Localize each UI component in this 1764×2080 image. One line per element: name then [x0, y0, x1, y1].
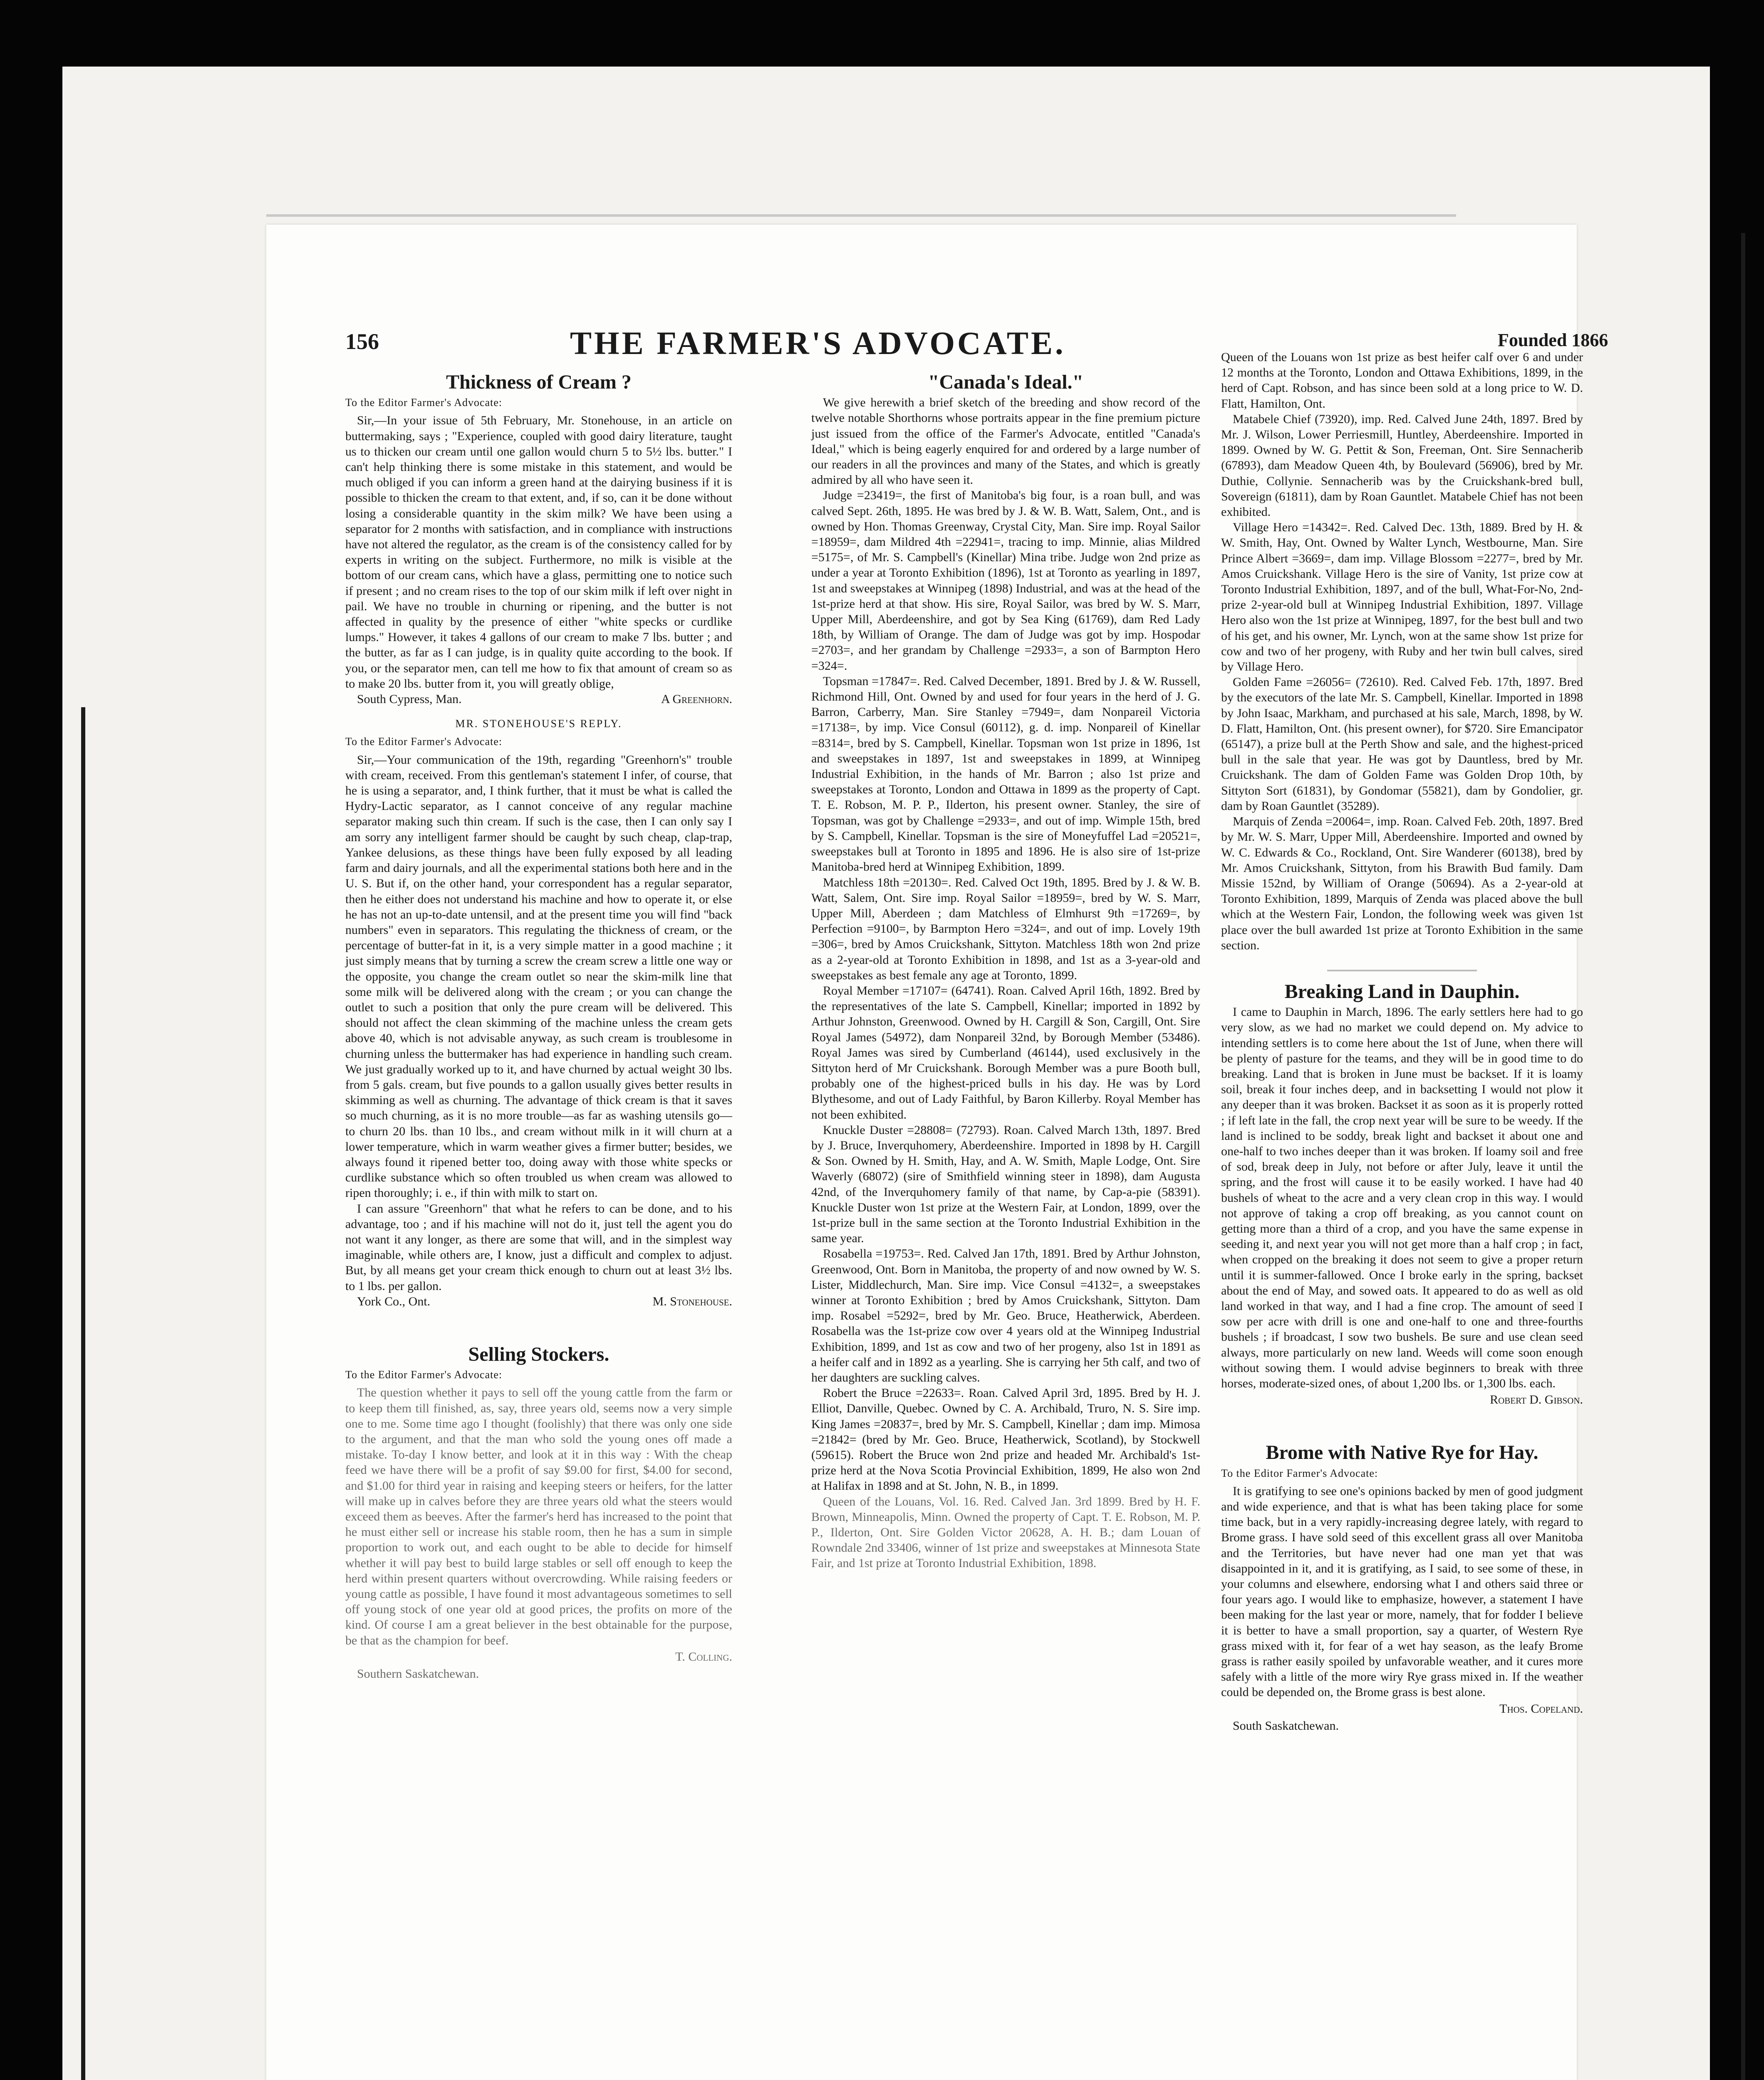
signature: Thos. Copeland.	[1499, 1701, 1583, 1716]
place: York Co., Ont.	[357, 1294, 431, 1308]
page-top-rule	[266, 214, 1456, 217]
entry-golden-fame: Golden Fame =26056= (72610). Red. Calved Feb. 17th, 1897. Bred by the executors of the late Mr. S. Campbell, Kinellar. Imported in 1898 by John Isaac, Markham, and purchased at his sale, March, 1898, by W. D. Flatt, Hamilton, Ont. (his present owner), for $720. Sire Emancipator (65147), a prize bull at the Perth Show and sale, and the highest-priced bull in the sale that year. He was got by Dauntless, bred by Mr. Cruickshank. The dam of Golden Fame was Golden Drop 10th, by Sittyton Sort (61831), by Gondomar (55821), dam by Gondolier, gr. dam by Roan Gauntlet (35289).	[1221, 675, 1583, 813]
article-title-cream: Thickness of Cream ?	[446, 371, 632, 393]
entry-royal-member: Royal Member =17107= (64741). Roan. Calved April 16th, 1892. Bred by the representatives of the late S. Campbell, Kinellar; imported in 1892 by Arthur Johnston, Greenwood. Owned by H. Cargill & Son, Cargill, Ont. Sire Royal James (54972), dam Nonpareil 32nd, by Borough Member (53486). Royal James was sired by Cumberland (46144), used exclusively in the Sittyton herd of Mr Cruickshank. Borough Member was a pure Booth bull, probably one of the highest-priced bulls in his day. He was by Lord Blythesome, and out of Lady Faithful, by Baron Killerby. Royal Member has not been exhibited.	[811, 983, 1200, 1122]
to-editor-line: To the Editor Farmer's Advocate:	[345, 1369, 503, 1381]
reply-body-1: Sir,—Your communication of the 19th, regarding "Greenhorn's" trouble with cream, received. From this gentleman's statement I infer, of course, that he is using a separator, and, I think further, that it must be what is called the Hydry-Lactic separator, as I cannot conceive of any regular machine separator making such thin cream. If such is the case, then I can only say I am sorry any intelligent farmer should be caught by such cheap, clap-trap, Yankee delusions, as these things have been fully exposed by all leading farm and dairy journals, and all the experimental stations both here and in the U. S. But if, on the other hand, your correspondent has a regular separator, then he either does not understand his machine and how to operate it, or else he has not an up-to-date untensil, and at the present time you will find "back numbers" even in separators. This regulating the thickness of cream, or the percentage of butter-fat in it, is a very simple matter in a good machine ; it just simply means that by turning a screw the cream screw a little one way or the opposite, you change the cream outlet so near the skim-milk line that some milk will be delivered along with the cream ; or you can change the outlet to such a position that only the pure cream will be delivered. This should not affect the clean skimming of the machine unless the cream gets above 40, which is not advisable anyway, as such cream is troublesome in churning unless the buttermaker has had experience in handling such cream. We just gradually worked up to it, and have churned by actual weight 30 lbs. from 5 gals. cream, but five pounds to a gallon usually gives better results in skimming as well as churning. The advantage of thick cream is that it saves so much churning, as it is no more trouble—as far as washing utensils go—to churn 20 lbs. than 10 lbs., and cream without milk in it will churn at a lower temperature, which in warm weather gives a firmer butter; besides, we always found it ripened better too, doing away with those white specks or curdlike substance which so often troubled us when cream was allowed to ripen thoroughly; i. e., if thin with milk to start on.	[345, 753, 732, 1200]
to-editor-line: To the Editor Farmer's Advocate:	[345, 735, 503, 748]
section-divider	[1327, 970, 1477, 971]
entry-matabele-chief: Matabele Chief (73920), imp. Red. Calved June 24th, 1897. Bred by Mr. J. Wilson, Lower Perriesmill, Huntley, Aberdeenshire. Imported in 1899. Owned by W. G. Pettit & Son, Freeman, Ont. Sire Sennacherib (67893), dam Meadow Queen 4th, by Boulevard (56906), bred by Mr. Duthie, Collynie. Sennacherib was by the Cruickshank-bred bull, Sovereign (61811), dam by Roan Gauntlet. Matabele Chief has not been exhibited.	[1221, 412, 1583, 519]
entry-robert-the-bruce: Robert the Bruce =22633=. Roan. Calved April 3rd, 1895. Bred by H. J. Elliot, Danville, Quebec. Owned by C. A. Archibald, Truro, N. S. Sire imp. King James =20837=, bred by Mr. S. Campbell, Kinellar ; dam imp. Mimosa =21842= (bred by Mr. Geo. Bruce, Heatherwick, Scotland), by Stockwell (59615). Robert the Bruce won 2nd prize and headed Mr. Archibald's 1st-prize herd at the Nova Scotia Provincial Exhibition, 1899, He also won 2nd at Halifax in 1898 and at St. John, N. B., in 1899.	[811, 1386, 1200, 1493]
entry-marquis-of-zenda: Marquis of Zenda =20064=, imp. Roan. Calved Feb. 20th, 1897. Bred by Mr. W. S. Marr, Upper Mill, Aberdeenshire. Imported and owned by W. C. Edwards & Co., Rockland, Ont. Sire Wanderer (60138), bred by Mr. Amos Cruickshank, Sittyton, from his Brawith Bud family. Dam Missie 152nd, by William of Orange (50694). As a 2-year-old at Toronto Exhibition, 1899, Marquis of Zenda was placed above the bull which at the Western Fair, London, the following week was given 1st place over the bull awarded 1st prize at Toronto Exhibition in the same section.	[1221, 815, 1583, 952]
column-1	[345, 371, 732, 1681]
article-title-stockers: Selling Stockers.	[468, 1343, 609, 1365]
article-title-dauphin: Breaking Land in Dauphin.	[1284, 980, 1520, 1003]
entry-village-hero: Village Hero =14342=. Red. Calved Dec. 13th, 1889. Bred by H. & W. Smith, Hay, Ont. Owned by Walter Lynch, Westbourne, Man. Sire Prince Albert =3669=, dam imp. Village Blossom =2277=, bred by Mr. Amos Cruickshank. Village Hero is the sire of Vanity, 1st prize cow at Toronto Industrial Exhibition, 1897, and of the bull, What-For-No, 2nd-prize 2-year-old bull at Winnipeg Industrial Exhibition, 1897. Village Hero also won the 1st prize at Winnipeg, 1897, for the best bull and two of his get, and his owner, Mr. Lynch, won at the same show 1st prize for cow and two of her progeny, with Ruby and her twin bull calves, sired by Village Hero.	[1221, 520, 1583, 674]
letter-place	[345, 1294, 732, 1309]
place: South Saskatchewan.	[1233, 1718, 1339, 1733]
to-editor-line: To the Editor Farmer's Advocate:	[345, 396, 503, 409]
page-number: 156	[345, 329, 379, 354]
entry-judge: Judge =23419=, the first of Manitoba's big four, is a roan bull, and was calved Sept. 26th, 1895. He was bred by J. & W. B. Watt, Salem, Ont., and is owned by Hon. Thomas Greenway, Crystal City, Man. Sire imp. Royal Sailor =18959=, dam Mildred 4th =22941=, tracing to imp. Minnie, alias Mildred =5175=, of Mr. S. Campbell's (Kinellar) Mina tribe. Judge won 2nd prize as under a year at Toronto Exhibition (1896), 1st at Toronto as yearling in 1897, 1st and sweepstakes at Winnipeg (1898) Industrial, and was at the head of the 1st-prize herd at that show. His sire, Royal Sailor, was bred by W. S. Marr, Upper Mill, Aberdeenshire, and got by Sea King (61769), dam Red Lady 18th, by William of Orange. The dam of Judge was got by imp. Hospodar =2703=, and her grandam by Challenge =2933=, a son of Barmpton Hero =324=.	[811, 488, 1200, 673]
scan-edge-right	[1741, 233, 1745, 2080]
signature: Robert D. Gibson.	[1490, 1393, 1583, 1407]
brome-body: It is gratifying to see one's opinions backed by men of good judgment and wide experience, and that is what has been taking place for some time back, but in a very rapidly-increasing degree lately, with regard to Brome grass. I have sold seed of this excellent grass all over Manitoba and the Territories, but have never had one man yet that was disappointed in it, and it is gratifying, as I said, to see some of these, in your columns and elsewhere, endorsing what I and others said three or four years ago. I would like to emphasize, however, a statement I have been making for the last year or more, namely, that for fodder I believe it is better to have a small proportion, say a quarter, of Western Rye grass mixed with it, for fear of a wet hay season, as the leafy Brome grass is rather easily spoiled by unfavorable weather, and it cures more safely with a little of the more wiry Rye grass mixed in. If the weather could be depended on, the Brome grass is best alone.	[1221, 1484, 1583, 1699]
entry-matchless: Matchless 18th =20130=. Red. Calved Oct 19th, 1895. Bred by J. & W. B. Watt, Salem, Ont. Sire imp. Royal Sailor =18959=, bred by W. S. Marr, Upper Mill, Aberdeen ; dam Matchless of Elmhurst 9th =17269=, by Perfection =9100=, by Barmpton Hero =324=, and out of imp. Lovely 19th =306=, bred by Amos Cruickshank, Sittyton. Matchless 18th won 2nd prize as a 2-year-old at Toronto Exhibition in 1898, and 1st as a 3-year-old and sweepstakes as best female any age at Toronto, 1899.	[811, 875, 1200, 982]
entry-rosabella: Rosabella =19753=. Red. Calved Jan 17th, 1891. Bred by Arthur Johnston, Greenwood, Ont. Born in Manitoba, the property of and now owned by W. S. Lister, Middlechurch, Man. Sire imp. Vice Consul =4132=, a sweepstakes winner at Toronto Exhibition ; bred by Amos Cruickshank, Sittyton. Dam imp. Rosabel =5292=, bred by Mr. Geo. Bruce, Heatherwick, Aberdeen. Rosabella was the 1st-prize cow over 4 years old at the Winnipeg Industrial Exhibition, 1899, and 1st as cow and two of her progeny, also 1st in 1891 as a heifer calf and in 1892 as a yearling. She is carrying her 5th calf, and two of her daughters are suckling calves.	[811, 1247, 1200, 1384]
signature: T. Colling.	[675, 1649, 732, 1664]
column-3	[1221, 349, 1583, 1733]
intro-paragraph: We give herewith a brief sketch of the breeding and show record of the twelve notable Shorthorns whose portraits appear in the fine premium picture just issued from the office of the Farmer's Advocate, entitled "Canada's Ideal," which is being eagerly enquired for and ordered by a large number of our readers in all the provinces and many of the States, and which is greatly admired by all who have seen it.	[811, 396, 1200, 487]
entry-topsman: Topsman =17847=. Red. Calved December, 1891. Bred by J. & W. Russell, Richmond Hill, Ont. Owned by and used for four years in the herd of J. G. Barron, Carberry, Man. Sire Stanley =7949=, dam Nonpareil Victoria =17138=, by imp. Vice Consul (60112), g. d. imp. Nonpareil of Kinellar =8314=, bred by S. Campbell, Kinellar. Topsman won 1st prize in 1896, 1st and sweepstakes in 1897, 1st and sweepstakes in 1899, at Winnipeg Industrial Exhibition, in the hands of Mr. Barron ; also 1st prize and sweepstakes at Toronto, London and Ottawa in 1899 as the property of Capt. T. E. Robson, M. P. P., Ilderton, his present owner. Stanley, the sire of Topsman, was got by Challenge =2933=, and out of imp. Wimple 15th, bred by S. Campbell, Kinellar. Topsman is the sire of Moneyfuffel Lad =20521=, sweepstakes bull at Toronto in 1895 and 1896. He is also sire of 1st-prize Manitoba-bred herd at Winnipeg Exhibition, 1899.	[811, 674, 1200, 874]
entry-queen-continued: Queen of the Louans won 1st prize as best heifer calf over 6 and under 12 months at the Toronto, London and Ottawa Exhibitions, 1899, in the herd of Capt. Robson, and has since been sold at a long price to W. D. Flatt, Hamilton, Ont.	[1221, 350, 1583, 411]
reply-body-2: I can assure "Greenhorn" that what he refers to can be done, and to his advantage, too ; and if his machine will not do it, just tell the agent you do not want it any longer, as there are some that will, and in the simplest way imaginable, while others are, I know, just a difficult and complex to adjust. But, by all means get your cream thick enough to churn out at least 3½ lbs. to 1 lbs. per gallon.	[345, 1201, 732, 1293]
reply-title: MR. STONEHOUSE'S REPLY.	[455, 718, 622, 730]
entry-knuckle-duster: Knuckle Duster =28808= (72793). Roan. Calved March 13th, 1897. Bred by J. Bruce, Inverquhomery, Aberdeenshire. Imported in 1898 by H. Cargill & Son. Owned by H. Smith, Hay, and A. W. Smith, Maple Lodge, Ont. Sire Waverly (68072) (sire of Smithfield winning steer in 1898), dam Augusta 42nd, of the Inverquhomery family of that name, by Cap-a-pie (58391). Knuckle Duster won 1st prize at the Western Fair, at London, 1899, over the 1st-prize bull in the same section at the Toronto Industrial Exhibition in the same year.	[811, 1123, 1200, 1246]
stockers-body: The question whether it pays to sell off the young cattle from the farm or to keep them till finished, as, say, three years old, seems now a very simple one to me. Some time ago I thought (foolishly) that there was only one side to the argument, and that the man who sold the young ones off made a mistake. To-day I know better, and look at it in this way : With the cheap feed we have there will be a profit of say $9.00 for first, $4.00 for second, and $1.00 for third year in raising and keeping steers or heifers, for the latter will make up in calves before they are three years old what the steers would exceed them as beeves. After the farmer's herd has increased to the point that he must either sell or increase his stable room, then he has a sum in simple proportion to work out, and each ought to be able to decide for himself whether it will pay best to build large stables or sell off enough to keep the herd within present quarters without overcrowding. While raising feeders or young cattle as possible, I have found it most advantageous sometimes to sell off young stock of one year old at good prices, the profits on more of the kind. Of course I am a great believer in the best obtainable for the purpose, be that as the champion for beef.	[345, 1386, 732, 1647]
masthead-title: THE FARMER'S ADVOCATE.	[570, 325, 1066, 361]
column-2	[811, 371, 1200, 1571]
to-editor-line: To the Editor Farmer's Advocate:	[1221, 1467, 1378, 1479]
signature: M. Stonehouse.	[652, 1294, 732, 1308]
founded-label: Founded 1866	[1498, 330, 1608, 350]
scan-edge-left	[81, 707, 85, 2080]
letter-place	[345, 691, 732, 707]
place: South Cypress, Man.	[357, 692, 462, 706]
article-title-canadas-ideal: "Canada's Ideal."	[928, 371, 1084, 393]
entry-queen-of-louans: Queen of the Louans, Vol. 16. Red. Calved Jan. 3rd 1899. Bred by H. F. Brown, Minneapolis, Minn. Owned the property of Capt. T. E. Robson, M. P. P., Ilderton, Ont. Sire Golden Victor 20628, A. H. B.; dam Louan of Rowndale 2nd 33406, winner of 1st prize and sweepstakes at Minnesota State Fair, and 1st prize at Toronto Industrial Exhibition, 1898.	[811, 1494, 1200, 1570]
signature: A Greenhorn.	[661, 692, 732, 706]
dauphin-body: I came to Dauphin in March, 1896. The early settlers here had to go very slow, as we had no market we could depend on. My advice to intending settlers is to come here about the 1st of June, when there will be plenty of pasture for the teams, and they will be in good time to do breaking. Land that is broken in June must be backset. If it is loamy soil, break it four inches deep, and in backsetting I would not plow it any deeper than it was broken. Backset it as soon as it is properly rotted ; if left late in the fall, the crop next year will be sure to be weedy. If the land is inclined to be soddy, break light and backset it about one and one-half to two inches deeper than it was broken. If loamy soil and free of sod, break deep in July, not before or after July, leave it until the spring, and the frost will cause it to be easily worked. I have had 40 bushels of wheat to the acre and a very clean crop in this way. I would not approve of taking a crop off breaking, as you cannot count on getting more than a third of a crop, and you have the same expense in seeding it, and next year you will not get more than a half crop ; in fact, when cropped on the breaking it does not seem to give a proper return until it is summer-fallowed. Once I broke early in the spring, backset about the end of May, and sowed oats. It appeared to do as well as old land worked in that way, and I had a fine crop. The amount of seed I sow per acre with drill is one and one-half to one and three-fourths bushels ; if broadcast, I sow two bushels. Be sure and use clean seed always, more particularly on new land. Weeds will come soon enough without sowing them. I would advise beginners to break with three horses, moderate-sized ones, of about 1,200 lbs. or 1,300 lbs. each.	[1221, 1005, 1583, 1390]
article-title-brome: Brome with Native Rye for Hay.	[1266, 1441, 1539, 1464]
cream-letter-body: Sir,—In your issue of 5th February, Mr. Stonehouse, in an article on buttermaking, says ; "Experience, coupled with good dairy literature, taught us to thicken our cream until one gallon would churn 5 to 5½ lbs. butter." I can't help thinking there is some mistake in this statement, and would be much obliged if you can inform a green hand at the dairying business if it is possible to thicken the cream to that extent, and, if so, can it be done without losing a considerable quantity in the skim milk? We have been using a separator for 2 months with satisfaction, and in compliance with instructions have not altered the regulator, as the cream is of the consistency called for by experts in writing on the subject. Furthermore, no milk is visible at the bottom of our cream cans, which have a glass, permitting one to notice such if present ; and no cream rises to the top of our skim milk if left over night in pail. We have no trouble in churning or ripening, and the butter is not affected in quality by the presence of either "white specks or curdlike lumps." However, it takes 4 gallons of our cream to make 7 lbs. butter ; and the butter, as far as I can judge, is in quality quite according to the book. If you, or the separator men, can tell me how to fix that amount of cream so as to make 20 lbs. butter from it, you will greatly oblige,	[345, 414, 732, 691]
place: Southern Saskatchewan.	[357, 1667, 479, 1681]
